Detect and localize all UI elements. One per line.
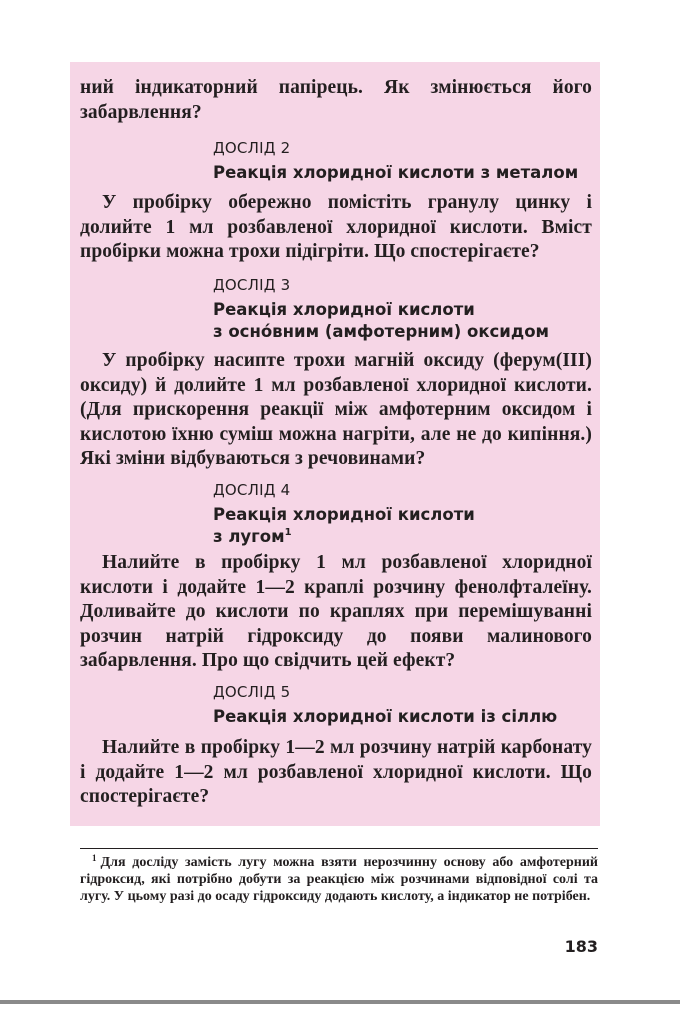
experiment-5-body: Налийте в пробірку 1—2 мл розчину натрій карбонату і додайте 1—2 мл розбавленої хлоридної кислоти. Що спостерігаєте? [80,737,592,807]
experiment-4-title: Реакція хлоридної кислоти з лугом$^1$ [213,505,475,546]
footnote-reference: 1 [284,527,292,538]
intro-paragraph: ний індикаторний папірець. Як змінюється його забарвлення? [80,77,592,123]
footnote-mark: 1 [92,853,97,863]
experiment-2-body: У пробірку обережно помістіть гранулу цинку і долийте 1 мл розбавленої хлоридної кислоти. Вміст пробірки можна трохи підігріти. Що спостерігаєте? [80,192,592,262]
experiment-5-label: ДОСЛІД 5 [213,683,291,701]
experiment-2-title: Реакція хлоридної кислоти з металом [213,163,579,182]
experiment-3-body: У пробірку насипте трохи магній оксиду (ферум(ІІІ) оксиду) й долийте 1 мл розбавленої хлоридної кислоти. (Для прискорення реакції між амфотерним оксидом і кислотою їхню суміш можна нагріти, але не до кипіння.) Які зміни відбуваються з речовинами? [80,350,592,469]
experiment-5-title: Реакція хлоридної кислоти із сіллю [213,707,558,726]
footnote-divider [80,848,598,849]
footnote: $^1$ Для досліду замість лугу можна взяти нерозчинну основу або амфотерний гідроксид, які потрібно добути за реакцією між розчинами відповідної солі та лугу. У цьому разі до осаду гідроксиду додають кислоту, а індикатор не потрібен. [80,853,598,904]
page-number: 183 [564,937,598,956]
experiment-2-label: ДОСЛІД 2 [213,139,291,157]
experiment-3-label: ДОСЛІД 3 [213,276,291,294]
experiment-3-title: Реакція хлоридної кислоти з осно́вним (амфотерним) оксидом [213,300,550,341]
experiment-4-body: Налийте в пробірку 1 мл розбавленої хлоридної кислоти і додайте 1—2 краплі розчину фенолфталеїну. Доливайте до кислоти по краплях при перемішуванні розчин натрій гідроксиду до появи малинового забарвлення. Про що свідчить цей ефект? [80,552,592,671]
bottom-scan-edge [0,1000,680,1004]
experiment-4-label: ДОСЛІД 4 [213,481,291,499]
